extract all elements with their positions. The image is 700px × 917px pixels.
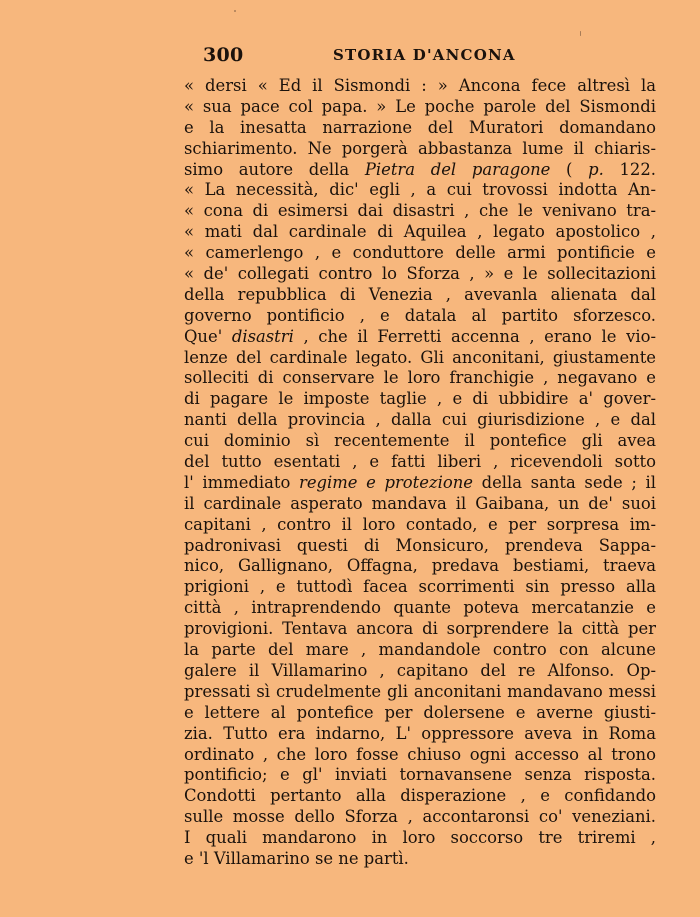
page-header: [203, 44, 643, 68]
text-line: nico, Gallignano, Offagna, predava bestiami, traeva: [184, 556, 656, 576]
text-line: e 'l Villamarino se ne partì.: [184, 848, 409, 868]
text-line: l' immediato regime e protezione della santa sede ; il: [184, 472, 656, 492]
text-line: capitani , contro il loro contado, e per sorpresa im-: [184, 514, 656, 534]
text-line: Que' disastri , che il Ferretti accenna , erano le vio-: [184, 326, 656, 346]
text-line: zia. Tutto era indarno, L' oppressore aveva in Roma: [184, 723, 656, 743]
text-line: la parte del mare , mandandole contro con alcune: [184, 640, 656, 660]
text-line: provigioni. Tentava ancora di sorprendere la città per: [184, 619, 656, 639]
text-line: « camerlengo , e conduttore delle armi pontificie e: [184, 243, 656, 263]
text-line: città , intraprendendo quante poteva mercatanzie e: [184, 598, 656, 618]
text-line: « dersi « Ed il Sismondi : » Ancona fece altresì la: [184, 76, 656, 95]
body-text: [184, 76, 656, 870]
text-line: pressati sì crudelmente gli anconitani mandavano messi: [184, 681, 656, 701]
page-number: 300: [203, 44, 244, 66]
text-line: Condotti pertanto alla disperazione , e confidando: [184, 786, 656, 806]
text-line: ordinato , che loro fosse chiuso ogni accesso al trono: [184, 744, 656, 764]
italic-phrase: regime e protezione: [299, 472, 473, 492]
italic-phrase: Pietra del paragone: [364, 159, 551, 179]
text-line: « cona di esimersi dai disastri , che le venivano tra-: [184, 201, 656, 221]
text-line: « La necessità, dic' egli , a cui trovossi indotta An-: [184, 180, 656, 200]
text-line: sulle mosse dello Sforza , accontaronsi co' veneziani.: [184, 807, 656, 827]
text-line: governo pontificio , e datala al partito sforzesco.: [184, 305, 656, 325]
text-line: lenze del cardinale legato. Gli anconitani, giustamente: [184, 347, 656, 367]
text-line: « mati dal cardinale di Aquilea , legato apostolico ,: [184, 222, 656, 242]
italic-phrase: p.: [588, 159, 604, 179]
text-line: prigioni , e tuttodì facea scorrimenti sin presso alla: [184, 577, 656, 597]
text-line: pontificio; e gl' inviati tornavansene senza risposta.: [184, 765, 656, 785]
running-title: STORIA D'ANCONA: [333, 46, 516, 64]
paper-speck: [580, 31, 581, 36]
text-line: « sua pace col papa. » Le poche parole del Sismondi: [184, 96, 656, 116]
text-line: cui dominio sì recentemente il pontefice gli avea: [184, 431, 656, 451]
text-line: « de' collegati contro lo Sforza , » e le sollecitazioni: [184, 264, 656, 284]
text-line: padronivasi questi di Monsicuro, prendeva Sappa-: [184, 535, 656, 555]
text-line: della repubblica di Venezia , avevanla alienata dal: [184, 284, 656, 304]
text-line: schiarimento. Ne porgerà abbastanza lume il chiaris-: [184, 138, 656, 158]
text-line: galere il Villamarino , capitano del re Alfonso. Op-: [184, 660, 656, 680]
paper-speck: [234, 10, 236, 12]
italic-phrase: disastri: [231, 326, 294, 346]
text-line: nanti della provincia , dalla cui giurisdizione , e dal: [184, 410, 656, 430]
text-line: e lettere al pontefice per dolersene e averne giusti-: [184, 702, 656, 722]
text-line: solleciti di conservare le loro franchigie , negavano e: [184, 368, 656, 388]
text-line: e la inesatta narrazione del Muratori domandano: [184, 117, 656, 137]
text-line: del tutto esentati , e fatti liberi , ricevendoli sotto: [184, 452, 656, 472]
text-line: I quali mandarono in loro soccorso tre triremi ,: [184, 828, 656, 848]
text-line: il cardinale asperato mandava il Gaibana, un de' suoi: [184, 493, 656, 513]
text-line: simo autore della Pietra del paragone ( p. 122.: [184, 159, 656, 179]
text-line: di pagare le imposte taglie , e di ubbidire a' gover-: [184, 389, 656, 409]
